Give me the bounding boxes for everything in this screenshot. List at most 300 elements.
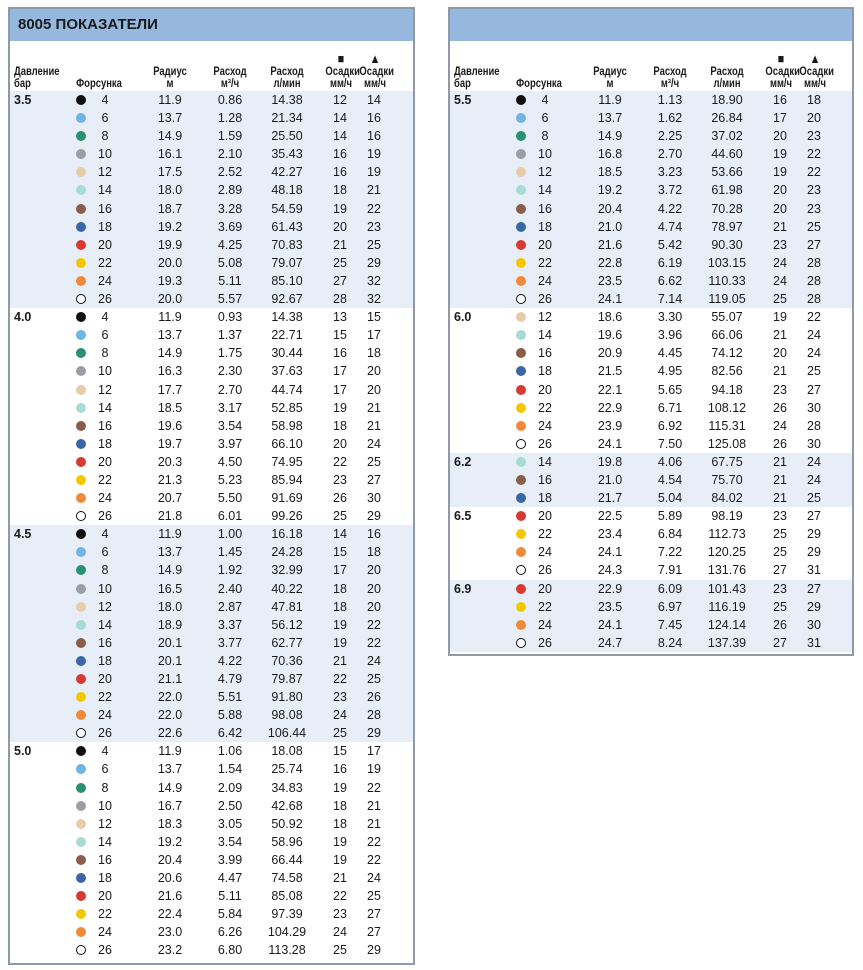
nozzle-number: 18 (98, 436, 112, 451)
header-nozzle-line: Форсунка (516, 78, 562, 90)
flow-lmin-value: 61.43 (271, 219, 303, 234)
flow-lmin-value: 92.67 (271, 292, 303, 307)
precip-square-value: 21 (773, 364, 787, 379)
flow-m3-value: 5.42 (657, 237, 683, 252)
header-radius-line: Радиус (153, 66, 187, 78)
nozzle-number: 4 (101, 93, 109, 107)
radius-value: 17.7 (157, 382, 183, 397)
header-radius-line: м (166, 78, 174, 90)
table-row (10, 181, 413, 199)
precip-triangle-value: 25 (807, 219, 821, 234)
nozzle-color-dot-icon (516, 113, 526, 123)
flow-m3-value: 1.13 (657, 93, 683, 107)
radius-value: 18.3 (157, 816, 183, 831)
nozzle-number: 18 (98, 219, 112, 234)
table-row (10, 688, 413, 706)
header-flow-m3-line: м³/ч (220, 78, 240, 90)
nozzle-color-dot-icon (516, 511, 526, 521)
radius-value: 11.9 (158, 527, 182, 542)
precip-triangle-value: 27 (367, 907, 381, 922)
radius-value: 20.0 (157, 255, 183, 270)
precip-square-value: 19 (333, 780, 347, 795)
radius-value: 21.0 (597, 219, 623, 234)
flow-m3-value: 5.04 (657, 491, 683, 506)
precip-triangle-value: 19 (367, 762, 381, 777)
precip-triangle-value: 20 (367, 382, 381, 397)
precip-square-value: 16 (333, 165, 347, 180)
pressure-value: 5.0 (14, 744, 32, 759)
precip-square-value: 22 (333, 454, 347, 469)
flow-m3-value: 7.45 (657, 617, 683, 632)
nozzle-number: 14 (538, 328, 552, 343)
radius-value: 23.5 (597, 599, 623, 614)
precip-triangle-value: 30 (807, 436, 821, 451)
flow-m3-value: 2.89 (217, 183, 243, 198)
precip-square-value: 19 (773, 165, 787, 180)
precip-square-value: 19 (333, 617, 347, 632)
radius-value: 19.6 (597, 328, 623, 343)
precip-triangle-value: 24 (807, 346, 821, 361)
flow-m3-value: 4.95 (657, 364, 683, 379)
table-row (10, 453, 413, 471)
table-row (450, 344, 852, 362)
flow-m3-value: 3.97 (217, 436, 243, 451)
nozzle-number: 10 (98, 798, 112, 813)
precip-square-value: 28 (333, 292, 347, 307)
flow-lmin-value: 113.28 (268, 943, 306, 958)
header-precip-triangle-line: мм/ч (363, 78, 387, 90)
flow-m3-value: 5.89 (657, 509, 683, 524)
flow-lmin-value: 66.44 (271, 852, 303, 867)
table-row (450, 580, 852, 598)
flow-lmin-value: 78.97 (711, 219, 743, 234)
header-precip-square-line: Осадки (765, 66, 800, 78)
precip-triangle-value: 22 (807, 310, 821, 325)
flow-lmin-value: 110.33 (708, 273, 746, 288)
precip-triangle-value: 18 (367, 545, 381, 560)
flow-lmin-value: 116.19 (708, 599, 746, 614)
flow-m3-value: 1.37 (217, 328, 243, 343)
nozzle-color-dot-icon (76, 837, 86, 847)
radius-value: 21.1 (157, 672, 183, 686)
triangle-symbol-icon: ▲ (369, 51, 381, 66)
precip-triangle-value: 15 (367, 310, 381, 325)
flow-m3-value: 2.70 (217, 382, 243, 397)
nozzle-color-dot-icon (76, 385, 86, 395)
nozzle-color-dot-icon (76, 783, 86, 793)
flow-lmin-value: 101.43 (707, 581, 747, 596)
pressure-group (450, 453, 852, 507)
header-flow-lmin-line: л/мин (713, 78, 741, 90)
nozzle-color-dot-icon (516, 294, 526, 304)
flow-m3-value: 4.54 (657, 472, 683, 487)
flow-lmin-value: 112.73 (708, 527, 746, 542)
nozzle-color-dot-icon (76, 475, 86, 485)
radius-value: 19.8 (597, 454, 623, 469)
precip-square-value: 26 (333, 491, 347, 506)
table-row (10, 598, 413, 616)
precip-square-value: 21 (773, 328, 787, 343)
nozzle-number: 8 (101, 346, 109, 361)
radius-value: 22.1 (597, 382, 623, 397)
radius-value: 20.4 (157, 852, 183, 867)
flow-m3-value: 3.77 (217, 635, 243, 650)
header-flow-lmin (707, 66, 748, 90)
table-row (10, 145, 413, 163)
precip-square-value: 25 (773, 292, 787, 307)
nozzle-number: 10 (98, 364, 112, 379)
flow-lmin-value: 66.06 (711, 328, 743, 343)
table-row (450, 634, 852, 652)
flow-m3-value: 3.69 (217, 219, 243, 234)
precip-square-value: 20 (333, 219, 347, 234)
precip-triangle-value: 28 (367, 708, 381, 723)
flow-lmin-value: 99.26 (271, 509, 303, 524)
precip-triangle-value: 29 (367, 726, 381, 741)
table-row (450, 181, 852, 199)
precip-triangle-value: 21 (367, 183, 381, 198)
table-row (450, 145, 852, 163)
precip-square-value: 27 (333, 273, 347, 288)
flow-lmin-value: 47.81 (271, 599, 303, 614)
precip-triangle-value: 24 (807, 328, 821, 343)
nozzle-number: 16 (98, 418, 112, 433)
precip-square-value: 19 (333, 834, 347, 849)
nozzle-color-dot-icon (76, 873, 86, 883)
header-flow-m3-line: Расход (213, 66, 247, 78)
flow-m3-value: 2.09 (217, 780, 243, 795)
nozzle-number: 24 (98, 273, 112, 288)
header-precip-square (765, 51, 800, 90)
nozzle-color-dot-icon (76, 819, 86, 829)
flow-m3-value: 2.30 (217, 364, 243, 379)
nozzle-color-dot-icon (76, 294, 86, 304)
precip-square-value: 20 (333, 436, 347, 451)
flow-m3-value: 3.72 (657, 183, 683, 198)
nozzle-color-dot-icon (76, 638, 86, 648)
nozzle-number: 26 (98, 726, 112, 741)
nozzle-number: 24 (538, 545, 552, 560)
flow-lmin-value: 58.96 (271, 834, 303, 849)
nozzle-number: 18 (98, 871, 112, 886)
precip-square-value: 19 (333, 852, 347, 867)
radius-value: 21.0 (597, 472, 623, 487)
header-precip-triangle (799, 51, 834, 90)
nozzle-number: 22 (98, 907, 112, 922)
left-table-panel (8, 7, 415, 965)
flow-m3-value: 1.62 (657, 111, 683, 126)
precip-square-value: 21 (333, 653, 347, 668)
nozzle-number: 22 (98, 690, 112, 705)
precip-triangle-value: 22 (367, 635, 381, 650)
flow-m3-value: 6.26 (217, 925, 243, 940)
precip-square-value: 25 (773, 527, 787, 542)
flow-m3-value: 5.11 (218, 889, 242, 904)
flow-m3-value: 0.93 (217, 310, 243, 325)
triangle-symbol-icon: ▲ (809, 51, 821, 66)
flow-m3-value: 2.50 (217, 798, 243, 813)
precip-square-value: 14 (333, 129, 347, 144)
precip-square-value: 21 (773, 454, 787, 469)
table-row (450, 218, 852, 236)
flow-lmin-value: 14.38 (271, 310, 303, 325)
radius-value: 16.1 (157, 147, 183, 162)
nozzle-number: 20 (538, 581, 552, 596)
flow-m3-value: 1.59 (217, 129, 243, 144)
nozzle-number: 8 (101, 780, 109, 795)
precip-square-value: 22 (333, 889, 347, 904)
nozzle-color-dot-icon (76, 222, 86, 232)
header-pressure-line: Давление (14, 66, 60, 78)
radius-value: 22.0 (157, 708, 183, 723)
precip-square-value: 16 (333, 147, 347, 162)
table-row (10, 200, 413, 218)
square-symbol-icon: ■ (337, 51, 345, 66)
nozzle-color-dot-icon (76, 167, 86, 177)
nozzle-color-dot-icon (516, 403, 526, 413)
flow-m3-value: 4.79 (217, 672, 243, 686)
nozzle-color-dot-icon (76, 909, 86, 919)
flow-lmin-value: 137.39 (707, 635, 747, 650)
table-row (450, 381, 852, 399)
flow-lmin-value: 70.36 (271, 653, 303, 668)
nozzle-color-dot-icon (76, 348, 86, 358)
flow-m3-value: 3.99 (217, 852, 243, 867)
nozzle-number: 24 (538, 273, 552, 288)
nozzle-color-dot-icon (76, 728, 86, 738)
precip-square-value: 20 (773, 183, 787, 198)
radius-value: 18.7 (157, 201, 183, 216)
flow-lmin-value: 98.19 (711, 509, 743, 524)
flow-lmin-value: 82.56 (711, 364, 743, 379)
precip-triangle-value: 16 (367, 129, 381, 144)
pressure-value: 3.5 (14, 93, 32, 107)
precip-square-value: 16 (773, 93, 787, 107)
flow-m3-value: 5.08 (217, 255, 243, 270)
flow-lmin-value: 94.18 (711, 382, 743, 397)
radius-value: 13.7 (157, 545, 183, 560)
radius-value: 23.9 (597, 418, 623, 433)
precip-triangle-value: 29 (807, 527, 821, 542)
precip-square-value: 23 (773, 509, 787, 524)
table-row (10, 869, 413, 887)
pressure-group (450, 308, 852, 453)
precip-triangle-value: 28 (807, 292, 821, 307)
flow-m3-value: 5.50 (217, 491, 243, 506)
radius-value: 19.6 (157, 418, 183, 433)
flow-lmin-value: 26.84 (711, 111, 743, 126)
flow-lmin-value: 40.22 (271, 581, 303, 596)
table-row (10, 561, 413, 579)
flow-lmin-value: 74.95 (271, 454, 303, 469)
table-row (450, 453, 852, 471)
nozzle-color-dot-icon (76, 421, 86, 431)
nozzle-number: 24 (538, 617, 552, 632)
precip-triangle-value: 30 (367, 491, 381, 506)
radius-value: 13.7 (597, 111, 623, 126)
flow-lmin-value: 22.71 (271, 328, 303, 343)
radius-value: 16.7 (157, 798, 183, 813)
table-row (10, 218, 413, 236)
precip-triangle-value: 32 (367, 273, 381, 288)
flow-lmin-value: 85.10 (271, 273, 303, 288)
nozzle-number: 16 (98, 201, 112, 216)
nozzle-color-dot-icon (76, 746, 86, 756)
flow-lmin-value: 85.94 (271, 472, 303, 487)
radius-value: 20.9 (597, 346, 623, 361)
precip-triangle-value: 30 (807, 400, 821, 415)
table-body-left (10, 91, 413, 960)
nozzle-number: 22 (98, 255, 112, 270)
radius-value: 24.3 (597, 563, 623, 578)
flow-lmin-value: 67.75 (711, 454, 743, 469)
nozzle-color-dot-icon (76, 710, 86, 720)
flow-lmin-value: 91.69 (271, 491, 303, 506)
radius-value: 13.7 (157, 111, 183, 126)
radius-value: 16.8 (597, 147, 623, 162)
header-flow-m3-line: Расход (653, 66, 687, 78)
precip-triangle-value: 28 (807, 418, 821, 433)
square-symbol-icon: ■ (777, 51, 785, 66)
radius-value: 22.4 (157, 907, 183, 922)
nozzle-number: 14 (98, 183, 112, 198)
header-nozzle (515, 78, 563, 90)
radius-value: 22.0 (157, 690, 183, 705)
radius-value: 24.7 (597, 635, 623, 650)
flow-lmin-value: 25.74 (271, 762, 303, 777)
radius-value: 23.4 (597, 527, 623, 542)
nozzle-number: 26 (538, 563, 552, 578)
flow-lmin-value: 55.07 (711, 310, 743, 325)
flow-lmin-value: 79.87 (271, 672, 303, 686)
precip-triangle-value: 25 (367, 454, 381, 469)
pressure-value: 6.0 (454, 310, 472, 325)
nozzle-number: 22 (538, 400, 552, 415)
precip-square-value: 21 (333, 237, 347, 252)
radius-value: 20.3 (157, 454, 183, 469)
table-row (450, 561, 852, 579)
precip-square-value: 18 (333, 798, 347, 813)
flow-m3-value: 6.71 (657, 400, 683, 415)
table-body-right (450, 91, 852, 652)
flow-lmin-value: 125.08 (707, 436, 747, 451)
flow-m3-value: 5.57 (217, 292, 243, 307)
nozzle-number: 18 (98, 653, 112, 668)
nozzle-number: 12 (98, 599, 112, 614)
table-row (10, 308, 413, 326)
nozzle-color-dot-icon (76, 493, 86, 503)
nozzle-number: 6 (101, 762, 109, 777)
nozzle-number: 20 (98, 237, 112, 252)
precip-triangle-value: 23 (807, 183, 821, 198)
precip-square-value: 15 (333, 328, 347, 343)
table-row (450, 362, 852, 380)
precip-triangle-value: 23 (807, 201, 821, 216)
precip-square-value: 23 (773, 237, 787, 252)
nozzle-color-dot-icon (76, 330, 86, 340)
flow-lmin-value: 25.50 (271, 129, 303, 144)
flow-m3-value: 4.50 (217, 454, 243, 469)
nozzle-number: 20 (98, 672, 112, 686)
radius-value: 22.8 (597, 255, 623, 270)
precip-square-value: 20 (773, 129, 787, 144)
nozzle-color-dot-icon (76, 674, 86, 684)
precip-square-value: 13 (333, 310, 347, 325)
flow-lmin-value: 21.34 (271, 111, 303, 126)
precip-triangle-value: 21 (367, 418, 381, 433)
nozzle-color-dot-icon (516, 602, 526, 612)
nozzle-color-dot-icon (76, 927, 86, 937)
flow-m3-value: 4.25 (217, 237, 243, 252)
precip-square-value: 24 (773, 273, 787, 288)
nozzle-number: 22 (538, 599, 552, 614)
header-nozzle-line: Форсунка (76, 78, 122, 90)
precip-triangle-value: 24 (807, 472, 821, 487)
precip-square-value: 25 (333, 943, 347, 958)
precip-triangle-value: 14 (367, 93, 381, 107)
precip-triangle-value: 32 (367, 292, 381, 307)
precip-triangle-value: 27 (807, 581, 821, 596)
precip-square-value: 20 (773, 201, 787, 216)
flow-m3-value: 1.54 (217, 762, 243, 777)
flow-lmin-value: 50.92 (271, 816, 303, 831)
flow-lmin-value: 16.18 (271, 527, 303, 542)
table-title: 8005 ПОКАЗАТЕЛИ (10, 9, 413, 41)
flow-lmin-value: 44.60 (711, 147, 743, 162)
flow-m3-value: 6.80 (217, 943, 243, 958)
nozzle-number: 22 (98, 472, 112, 487)
radius-value: 11.9 (158, 744, 182, 759)
flow-lmin-value: 66.10 (271, 436, 303, 451)
flow-m3-value: 6.01 (217, 509, 243, 524)
table-row (10, 290, 413, 308)
precip-square-value: 24 (773, 418, 787, 433)
precip-square-value: 19 (333, 400, 347, 415)
radius-value: 13.7 (157, 328, 183, 343)
radius-value: 23.2 (157, 943, 183, 958)
nozzle-color-dot-icon (516, 185, 526, 195)
precip-square-value: 21 (773, 219, 787, 234)
header-nozzle (75, 78, 123, 90)
flow-m3-value: 4.22 (657, 201, 683, 216)
flow-lmin-value: 54.59 (271, 201, 303, 216)
flow-m3-value: 4.06 (657, 454, 683, 469)
table-row (10, 779, 413, 797)
nozzle-number: 6 (101, 111, 109, 126)
radius-value: 19.2 (157, 834, 183, 849)
pressure-value: 5.5 (454, 93, 472, 107)
flow-lmin-value: 84.02 (711, 491, 743, 506)
table-row (10, 163, 413, 181)
precip-square-value: 14 (333, 527, 347, 542)
nozzle-number: 16 (538, 201, 552, 216)
header-pressure-line: бар (454, 78, 471, 90)
table-row (10, 525, 413, 543)
flow-lmin-value: 44.74 (271, 382, 303, 397)
nozzle-color-dot-icon (516, 385, 526, 395)
precip-square-value: 18 (333, 418, 347, 433)
flow-lmin-value: 98.08 (271, 708, 303, 723)
radius-value: 19.3 (157, 273, 183, 288)
nozzle-number: 26 (98, 292, 112, 307)
precip-square-value: 24 (333, 925, 347, 940)
radius-value: 23.5 (597, 273, 623, 288)
flow-m3-value: 3.23 (657, 165, 683, 180)
flow-lmin-value: 104.29 (267, 925, 307, 940)
nozzle-color-dot-icon (516, 565, 526, 575)
precip-square-value: 17 (333, 364, 347, 379)
precip-square-value: 17 (333, 563, 347, 578)
